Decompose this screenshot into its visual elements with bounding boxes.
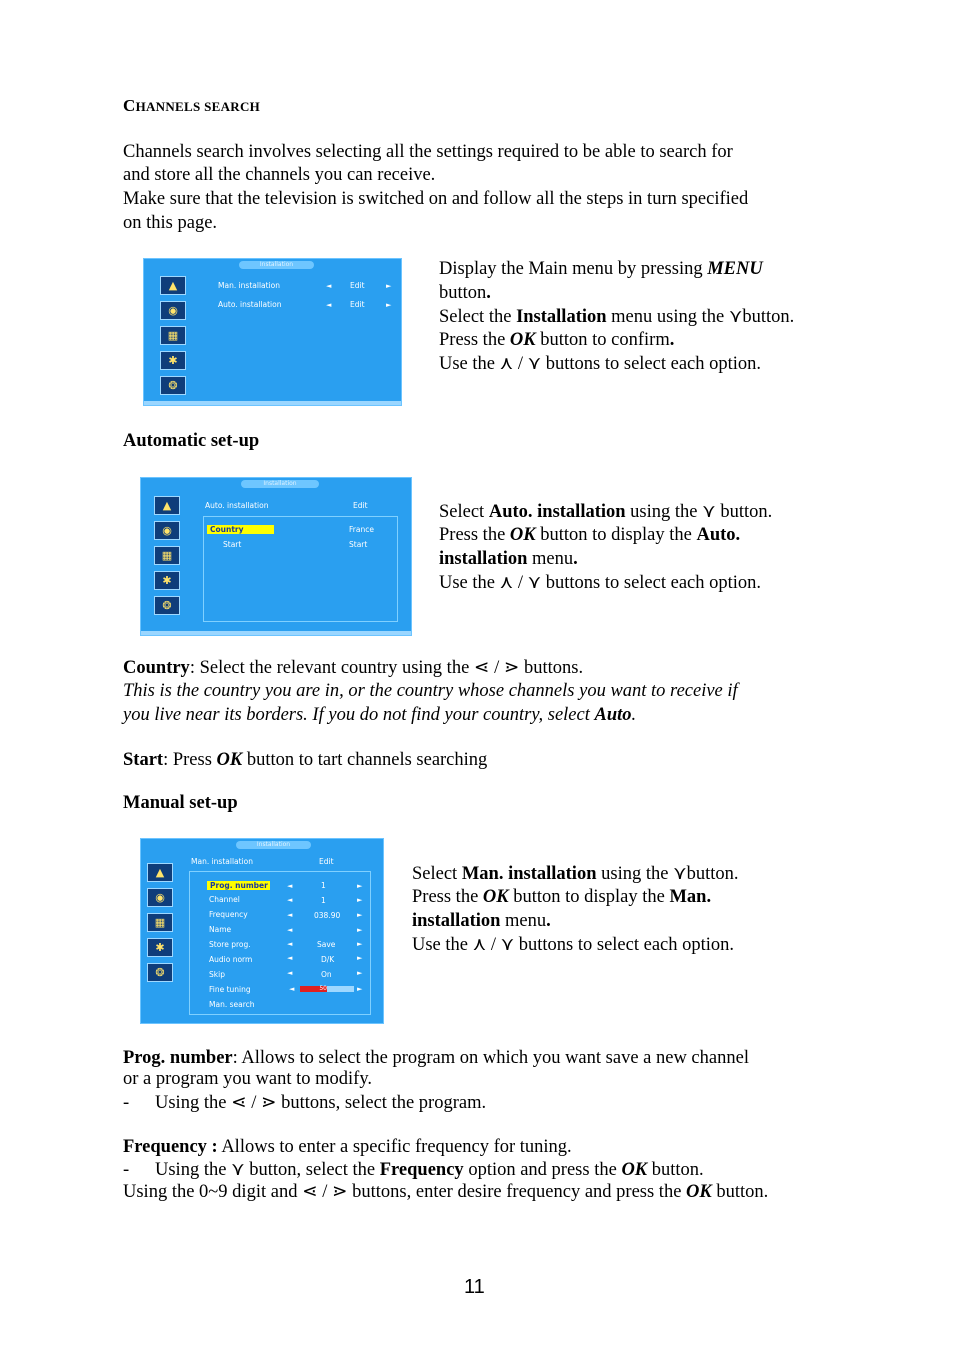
prog-line-3: Using the ⋖ / ⋗ buttons, select the program.: [155, 1093, 487, 1113]
down-arrow-icon: ⋎: [673, 864, 687, 884]
page-number: 11: [464, 1276, 485, 1298]
down-arrow-icon: ⋎: [527, 573, 542, 593]
up-arrow-icon: ⋏: [472, 935, 487, 955]
tv3-title-value: Edit: [319, 857, 334, 866]
country-line-1: Country: Select the relevant country using the ⋖ / ⋗ buttons.: [123, 658, 584, 678]
right-arrow-icon: ►: [357, 911, 363, 919]
tv2-row-country-value: France: [349, 525, 374, 534]
left-arrow-icon: ◄: [287, 882, 293, 890]
intro-line-3: Make sure that the television is switched on and follow all the steps in turn specified: [123, 189, 749, 209]
tv2-row-start-value: Start: [349, 540, 368, 549]
prog-line-1: Prog. number: Allows to select the program on which you want save a new channel: [123, 1048, 749, 1068]
tv3-row-fine-tuning: Fine tuning: [209, 985, 251, 994]
right-arrow-icon: ►: [386, 301, 392, 309]
tv1-row-value: Edit: [350, 281, 365, 290]
tv3-row-skip: Skip: [209, 970, 225, 979]
step3-line-4: Use the ⋏ / ⋎ buttons to select each option.: [412, 935, 735, 955]
freq-line-2: Using the ⋎ button, select the Frequency option and press the OK button.: [155, 1160, 704, 1180]
left-arrow-icon: ◄: [287, 940, 293, 948]
installation-menu-icon: ▦: [154, 546, 180, 565]
tv2-row-start: Start: [223, 540, 242, 549]
settings-menu-icon: ✱: [154, 571, 180, 590]
country-line-3: you live near its borders. If you do not find your country, select Auto.: [123, 705, 637, 725]
menu-tab: Installation: [236, 841, 311, 849]
left-arrow-icon: ⋖: [231, 1093, 247, 1113]
down-arrow-icon: ⋎: [500, 935, 515, 955]
down-arrow-icon: ⋎: [702, 502, 716, 522]
tv3-row-frequency: Frequency: [209, 910, 248, 919]
tv2-title-value: Edit: [353, 501, 368, 510]
left-arrow-icon: ◄: [287, 896, 293, 904]
tv3-row-name: Name: [209, 925, 232, 934]
settings-menu-icon: ✱: [160, 351, 186, 370]
picture-menu-icon: ▲: [154, 496, 180, 515]
tv3-row-store-prog: Store prog.: [209, 940, 251, 949]
tv3-title: Man. installation: [191, 857, 253, 866]
left-arrow-icon: ◄: [326, 301, 332, 309]
down-arrow-icon: ⋎: [527, 354, 542, 374]
fine-tuning-fill: [300, 986, 327, 992]
tv2-title: Auto. installation: [205, 501, 269, 510]
menu-tab: Installation: [241, 480, 319, 488]
right-arrow-icon: ►: [357, 985, 363, 993]
up-arrow-icon: ⋏: [499, 573, 514, 593]
tv3-row-value: On: [321, 970, 332, 979]
step3-line-2: Press the OK button to display the Man.: [412, 887, 712, 907]
left-arrow-icon: ◄: [287, 926, 293, 934]
left-arrow-icon: ◄: [289, 985, 295, 993]
settings-menu-icon: ✱: [147, 938, 173, 957]
right-arrow-icon: ►: [357, 882, 363, 890]
prog-line-2: or a program you want to modify.: [123, 1069, 373, 1089]
tv3-row-value: D/K: [321, 955, 335, 964]
intro-line-2: and store all the channels you can receive.: [123, 165, 436, 185]
right-arrow-icon: ►: [357, 926, 363, 934]
left-arrow-icon: ⋖: [302, 1182, 318, 1202]
tv3-row-value: 1: [321, 881, 326, 890]
right-arrow-icon: ►: [357, 896, 363, 904]
left-arrow-icon: ⋖: [473, 658, 490, 678]
installation-menu-icon: ▦: [147, 913, 173, 932]
intro-line-1: Channels search involves selecting all the settings required to be able to search for: [123, 142, 733, 162]
automatic-setup-heading: Automatic set-up: [123, 431, 260, 451]
features-menu-icon: ❂: [147, 963, 173, 982]
step3-line-3: installation menu.: [412, 911, 551, 931]
step1-line-4: Press the OK button to confirm.: [439, 330, 675, 350]
right-arrow-icon: ►: [357, 954, 363, 962]
left-arrow-icon: ◄: [287, 954, 293, 962]
right-arrow-icon: ►: [357, 940, 363, 948]
step2-line-2: Press the OK button to display the Auto.: [439, 525, 741, 545]
step1-line-2: button.: [439, 283, 491, 303]
tv3-row-value: Save: [317, 940, 336, 949]
sound-menu-icon: ◉: [160, 301, 186, 320]
manual-setup-heading: Manual set-up: [123, 793, 238, 813]
features-menu-icon: ❂: [154, 596, 180, 615]
step1-line-1: Display the Main menu by pressing MENU: [439, 259, 763, 279]
right-arrow-icon: ►: [357, 969, 363, 977]
manual-installation-screenshot: [140, 838, 384, 1024]
installation-menu-screenshot: [143, 258, 402, 406]
tv1-row-man-installation: Man. installation: [218, 281, 280, 290]
step2-line-1: Select Auto. installation using the ⋎ button.: [439, 502, 773, 522]
picture-menu-icon: ▲: [147, 863, 173, 882]
auto-installation-screenshot: [140, 477, 412, 636]
tv1-row-value: Edit: [350, 300, 365, 309]
right-arrow-icon: ►: [386, 282, 392, 290]
fine-tuning-value: 50: [319, 985, 327, 992]
start-line: Start: Press OK button to tart channels searching: [123, 750, 488, 770]
freq-line-2-dash: -: [123, 1160, 130, 1180]
heading-rest: HANNELS SEARCH: [135, 99, 261, 114]
right-arrow-icon: ⋗: [260, 1093, 277, 1113]
prog-line-3-dash: -: [123, 1093, 130, 1113]
tv3-row-audio-norm: Audio norm: [209, 955, 253, 964]
right-arrow-icon: ⋗: [503, 658, 520, 678]
freq-line-1: Frequency : Allows to enter a specific frequency for tuning.: [123, 1137, 572, 1157]
tv2-row-country: Country: [207, 525, 274, 535]
menu-tab: Installation: [239, 261, 314, 269]
step2-line-3: installation menu.: [439, 549, 578, 569]
section-heading: [123, 94, 260, 119]
installation-menu-icon: ▦: [160, 326, 186, 345]
down-arrow-icon: ⋎: [728, 307, 743, 327]
left-arrow-icon: ◄: [326, 282, 332, 290]
tv3-row-prog-number: Prog. number: [207, 881, 270, 891]
up-arrow-icon: ⋏: [499, 354, 514, 374]
sound-menu-icon: ◉: [154, 521, 180, 540]
picture-menu-icon: ▲: [160, 276, 186, 295]
step1-line-5: Use the ⋏ / ⋎ buttons to select each option.: [439, 354, 762, 374]
tv3-row-value: 038.90: [314, 911, 341, 920]
left-arrow-icon: ◄: [287, 969, 293, 977]
right-arrow-icon: ⋗: [331, 1182, 348, 1202]
freq-line-3: Using the 0~9 digit and ⋖ / ⋗ buttons, enter desire frequency and press the OK button.: [123, 1182, 769, 1202]
country-line-2: This is the country you are in, or the country whose channels you want to receive if: [123, 681, 738, 701]
tv3-row-channel: Channel: [209, 895, 240, 904]
tv1-row-auto-installation: Auto. installation: [218, 300, 282, 309]
heading-first-letter: C: [123, 96, 136, 115]
tv3-row-value: 1: [321, 896, 326, 905]
step2-line-4: Use the ⋏ / ⋎ buttons to select each option.: [439, 573, 762, 593]
left-arrow-icon: ◄: [287, 911, 293, 919]
sound-menu-icon: ◉: [147, 888, 173, 907]
step1-line-3: Select the Installation menu using the ⋎button.: [439, 307, 795, 327]
intro-line-4: on this page.: [123, 213, 218, 233]
down-arrow-icon: ⋎: [231, 1160, 245, 1180]
step3-line-1: Select Man. installation using the ⋎button.: [412, 864, 739, 884]
features-menu-icon: ❂: [160, 376, 186, 395]
tv3-row-man-search: Man. search: [209, 1000, 255, 1009]
